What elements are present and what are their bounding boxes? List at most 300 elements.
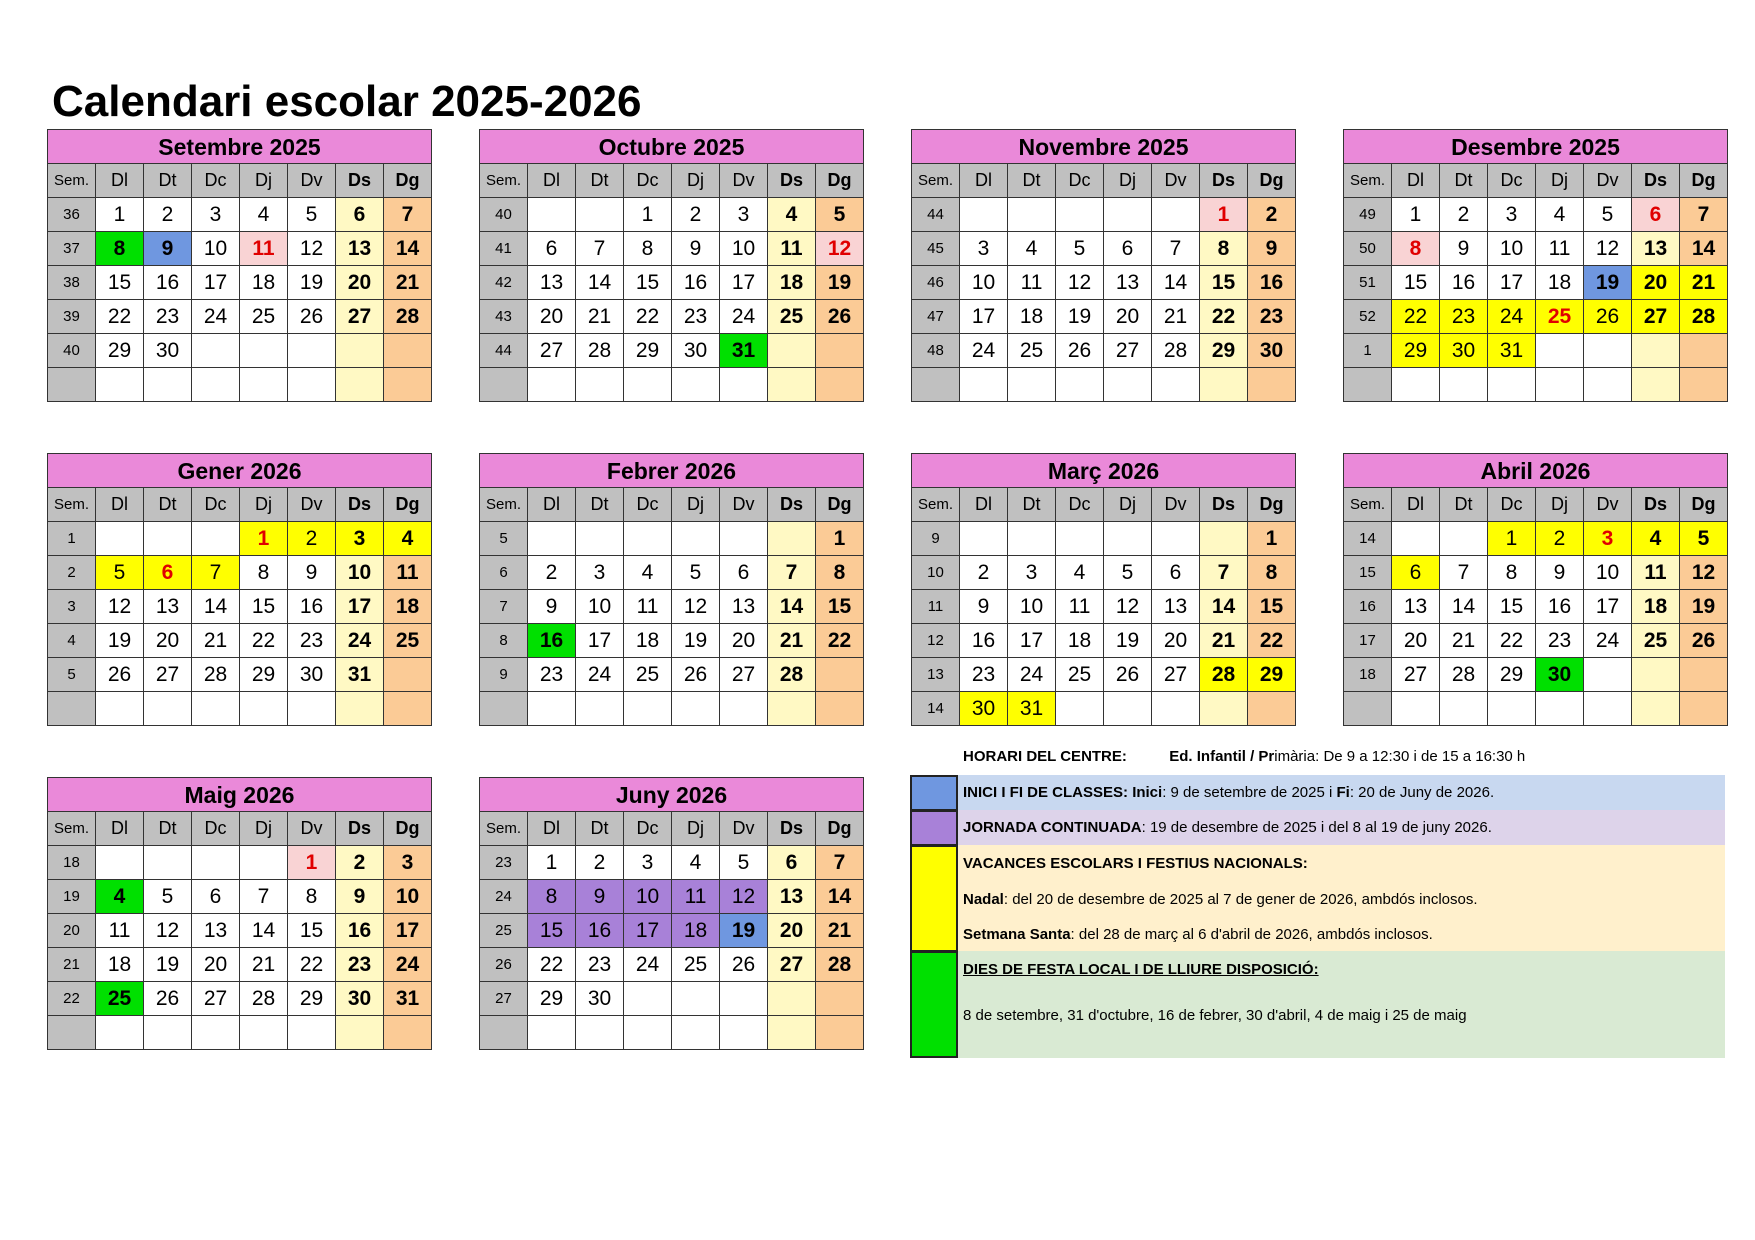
week-row [480, 658, 864, 692]
day-cell: 30 [144, 334, 192, 368]
month-title: Novembre 2025 [911, 129, 1296, 163]
day-cell: 15 [528, 914, 576, 948]
weekday-label: Dc [192, 812, 240, 846]
week-column-header: Sem. [48, 812, 96, 846]
week-column-header: Sem. [48, 488, 96, 522]
day-cell [528, 692, 576, 726]
day-cell: 3 [384, 846, 432, 880]
day-cell: 21 [384, 266, 432, 300]
day-cell: 29 [528, 982, 576, 1016]
week-row [480, 368, 864, 402]
weekday-label: Dl [96, 812, 144, 846]
day-cell [624, 522, 672, 556]
day-cell [1584, 658, 1632, 692]
week-row [48, 522, 432, 556]
month-calendar [911, 129, 1296, 402]
day-cell: 23 [1248, 300, 1296, 334]
week-row [480, 1016, 864, 1050]
day-cell: 5 [672, 556, 720, 590]
week-number: 6 [480, 556, 528, 590]
day-cell [240, 334, 288, 368]
day-cell [1104, 522, 1152, 556]
day-cell [1680, 368, 1728, 402]
day-cell: 20 [1104, 300, 1152, 334]
day-cell [528, 1016, 576, 1050]
day-cell: 21 [1440, 624, 1488, 658]
weekday-label: Ds [336, 812, 384, 846]
day-cell: 18 [624, 624, 672, 658]
day-cell: 25 [96, 982, 144, 1016]
day-cell: 5 [720, 846, 768, 880]
week-number: 3 [48, 590, 96, 624]
day-cell: 9 [1440, 232, 1488, 266]
day-cell: 28 [768, 658, 816, 692]
week-number: 39 [48, 300, 96, 334]
week-row [912, 658, 1296, 692]
day-cell: 13 [192, 914, 240, 948]
day-cell: 25 [240, 300, 288, 334]
day-cell: 19 [144, 948, 192, 982]
day-cell: 10 [1008, 590, 1056, 624]
day-cell: 1 [96, 198, 144, 232]
day-cell [96, 522, 144, 556]
month-table [479, 811, 864, 1050]
week-row [1344, 624, 1728, 658]
day-cell [1632, 692, 1680, 726]
week-column-header: Sem. [480, 812, 528, 846]
weekday-label: Dv [720, 812, 768, 846]
weekday-label: Ds [1632, 488, 1680, 522]
day-cell: 1 [1488, 522, 1536, 556]
day-cell: 7 [1440, 556, 1488, 590]
day-cell: 24 [624, 948, 672, 982]
day-cell: 14 [1152, 266, 1200, 300]
legend-swatch-blue [910, 775, 958, 811]
weekday-label: Dl [960, 164, 1008, 198]
day-cell [1104, 198, 1152, 232]
week-row [912, 368, 1296, 402]
day-cell [192, 1016, 240, 1050]
day-cell: 23 [288, 624, 336, 658]
day-cell: 10 [960, 266, 1008, 300]
day-cell [288, 368, 336, 402]
weekday-label: Dj [240, 164, 288, 198]
day-cell [1392, 522, 1440, 556]
week-row [48, 1016, 432, 1050]
legend-row-inici: INICI I FI DE CLASSES: Inici: 9 de setembre de 2025 i Fi: 20 de Juny de 2026. [910, 775, 1725, 810]
month-calendar [911, 453, 1296, 726]
day-cell: 19 [1104, 624, 1152, 658]
weekday-label: Ds [768, 812, 816, 846]
day-cell [288, 1016, 336, 1050]
day-cell: 7 [816, 846, 864, 880]
week-row [48, 266, 432, 300]
day-cell [144, 368, 192, 402]
day-cell: 14 [1440, 590, 1488, 624]
day-cell: 16 [1248, 266, 1296, 300]
day-cell: 6 [1152, 556, 1200, 590]
weekday-label: Dc [624, 164, 672, 198]
day-cell: 12 [288, 232, 336, 266]
day-cell [336, 368, 384, 402]
day-cell: 27 [1152, 658, 1200, 692]
day-cell: 4 [1632, 522, 1680, 556]
legend-festa-label: DIES DE FESTA LOCAL I DE LLIURE DISPOSICIÓ: [963, 961, 1319, 978]
day-cell: 22 [528, 948, 576, 982]
week-number [912, 368, 960, 402]
day-cell [576, 198, 624, 232]
weekday-label: Dj [240, 488, 288, 522]
weekday-header [1344, 164, 1728, 198]
day-cell [528, 368, 576, 402]
day-cell: 28 [384, 300, 432, 334]
weekday-header [480, 164, 864, 198]
day-cell: 2 [1440, 198, 1488, 232]
day-cell [336, 334, 384, 368]
legend-inici-label: INICI I FI DE CLASSES: [963, 784, 1129, 801]
day-cell: 27 [768, 948, 816, 982]
day-cell: 23 [528, 658, 576, 692]
day-cell: 22 [624, 300, 672, 334]
weekday-label: Dl [960, 488, 1008, 522]
day-cell [720, 522, 768, 556]
month-title: Gener 2026 [47, 453, 432, 487]
day-cell: 2 [576, 846, 624, 880]
day-cell: 5 [1584, 198, 1632, 232]
day-cell: 22 [240, 624, 288, 658]
day-cell [1392, 368, 1440, 402]
week-row [912, 266, 1296, 300]
day-cell: 8 [1200, 232, 1248, 266]
day-cell [624, 1016, 672, 1050]
week-number: 9 [912, 522, 960, 556]
weekday-label: Dc [624, 488, 672, 522]
day-cell: 10 [192, 232, 240, 266]
day-cell: 16 [336, 914, 384, 948]
week-row [912, 300, 1296, 334]
legend-swatch-green [910, 951, 958, 1058]
week-number: 5 [480, 522, 528, 556]
week-number: 38 [48, 266, 96, 300]
day-cell: 4 [240, 198, 288, 232]
week-number: 43 [480, 300, 528, 334]
week-number: 50 [1344, 232, 1392, 266]
weekday-label: Dv [288, 488, 336, 522]
legend-vacances-label: VACANCES ESCOLARS I FESTIUS NACIONALS: [963, 855, 1308, 872]
day-cell [576, 522, 624, 556]
day-cell: 26 [288, 300, 336, 334]
day-cell: 4 [1056, 556, 1104, 590]
day-cell [192, 368, 240, 402]
week-column-header: Sem. [1344, 488, 1392, 522]
day-cell: 3 [624, 846, 672, 880]
day-cell: 7 [240, 880, 288, 914]
day-cell [1200, 368, 1248, 402]
day-cell: 23 [960, 658, 1008, 692]
week-row [1344, 658, 1728, 692]
day-cell: 18 [240, 266, 288, 300]
day-cell [1200, 692, 1248, 726]
day-cell [576, 692, 624, 726]
day-cell [336, 1016, 384, 1050]
month-title: Març 2026 [911, 453, 1296, 487]
day-cell [1584, 368, 1632, 402]
week-number: 23 [480, 846, 528, 880]
day-cell [384, 368, 432, 402]
day-cell: 15 [1200, 266, 1248, 300]
day-cell: 15 [96, 266, 144, 300]
weekday-header [912, 164, 1296, 198]
day-cell: 19 [96, 624, 144, 658]
day-cell: 30 [576, 982, 624, 1016]
day-cell: 26 [816, 300, 864, 334]
day-cell: 1 [624, 198, 672, 232]
day-cell: 18 [384, 590, 432, 624]
day-cell: 31 [1488, 334, 1536, 368]
month-calendar [47, 453, 432, 726]
day-cell: 7 [384, 198, 432, 232]
week-number: 22 [48, 982, 96, 1016]
day-cell: 28 [192, 658, 240, 692]
day-cell: 18 [1008, 300, 1056, 334]
day-cell: 28 [1680, 300, 1728, 334]
day-cell [1488, 692, 1536, 726]
day-cell: 27 [1104, 334, 1152, 368]
day-cell: 5 [1680, 522, 1728, 556]
week-number [48, 692, 96, 726]
day-cell: 23 [336, 948, 384, 982]
day-cell: 30 [288, 658, 336, 692]
day-cell: 12 [96, 590, 144, 624]
week-number: 11 [912, 590, 960, 624]
legend [910, 775, 1725, 1065]
day-cell [576, 1016, 624, 1050]
week-row [480, 880, 864, 914]
month-table [911, 487, 1296, 726]
day-cell: 22 [1248, 624, 1296, 658]
weekday-label: Dg [1248, 488, 1296, 522]
day-cell: 25 [384, 624, 432, 658]
day-cell: 20 [192, 948, 240, 982]
legend-row-vacances: VACANCES ESCOLARS I FESTIUS NACIONALS: Nadal: del 20 de desembre de 2025 al 7 de gener de 2026, ambdós inclosos. Setmana Santa: del 28 de març al 6 d'abril de 2026, ambdós inclosos. [910, 845, 1725, 951]
week-number: 1 [1344, 334, 1392, 368]
week-number: 12 [912, 624, 960, 658]
day-cell [240, 692, 288, 726]
week-column-header: Sem. [912, 488, 960, 522]
day-cell [1104, 368, 1152, 402]
day-cell [576, 368, 624, 402]
day-cell [288, 334, 336, 368]
weekday-label: Dl [1392, 164, 1440, 198]
day-cell: 13 [144, 590, 192, 624]
day-cell [1008, 198, 1056, 232]
day-cell [720, 982, 768, 1016]
month-title: Setembre 2025 [47, 129, 432, 163]
day-cell: 1 [1248, 522, 1296, 556]
day-cell [1152, 692, 1200, 726]
day-cell: 11 [1536, 232, 1584, 266]
day-cell [816, 982, 864, 1016]
day-cell: 11 [1056, 590, 1104, 624]
day-cell [672, 522, 720, 556]
month-calendar [1343, 129, 1728, 402]
day-cell: 5 [816, 198, 864, 232]
week-number: 2 [48, 556, 96, 590]
weekday-label: Dv [1584, 488, 1632, 522]
day-cell: 11 [384, 556, 432, 590]
day-cell [192, 522, 240, 556]
day-cell: 15 [1392, 266, 1440, 300]
day-cell: 18 [1056, 624, 1104, 658]
day-cell: 3 [1008, 556, 1056, 590]
week-number: 27 [480, 982, 528, 1016]
day-cell: 6 [1392, 556, 1440, 590]
week-number: 9 [480, 658, 528, 692]
weekday-header [912, 488, 1296, 522]
weekday-label: Dv [1584, 164, 1632, 198]
week-number: 18 [1344, 658, 1392, 692]
day-cell: 11 [624, 590, 672, 624]
day-cell [768, 334, 816, 368]
day-cell: 12 [1584, 232, 1632, 266]
weekday-label: Dt [1440, 488, 1488, 522]
week-number: 40 [480, 198, 528, 232]
day-cell [1680, 692, 1728, 726]
month-calendar [47, 777, 432, 1050]
day-cell: 17 [1488, 266, 1536, 300]
weekday-label: Dt [576, 812, 624, 846]
day-cell: 16 [960, 624, 1008, 658]
week-row [1344, 522, 1728, 556]
week-row [912, 232, 1296, 266]
day-cell: 2 [1248, 198, 1296, 232]
weekday-label: Dl [528, 164, 576, 198]
day-cell: 19 [1584, 266, 1632, 300]
weekday-label: Dg [384, 164, 432, 198]
week-number: 14 [1344, 522, 1392, 556]
day-cell: 20 [1152, 624, 1200, 658]
day-cell [1632, 658, 1680, 692]
day-cell: 21 [240, 948, 288, 982]
day-cell: 31 [720, 334, 768, 368]
day-cell: 17 [960, 300, 1008, 334]
month-table [479, 487, 864, 726]
weekday-label: Dj [1104, 488, 1152, 522]
day-cell: 8 [1488, 556, 1536, 590]
day-cell: 27 [528, 334, 576, 368]
weekday-label: Dt [144, 812, 192, 846]
week-row [48, 658, 432, 692]
day-cell: 16 [672, 266, 720, 300]
week-number: 46 [912, 266, 960, 300]
weekday-header [48, 812, 432, 846]
day-cell: 2 [288, 522, 336, 556]
day-cell: 25 [624, 658, 672, 692]
day-cell: 26 [1584, 300, 1632, 334]
day-cell [1392, 692, 1440, 726]
week-row [1344, 590, 1728, 624]
day-cell: 9 [576, 880, 624, 914]
day-cell: 27 [1632, 300, 1680, 334]
page-title: Calendari escolar 2025-2026 [52, 77, 642, 126]
week-number: 21 [48, 948, 96, 982]
day-cell [1488, 368, 1536, 402]
day-cell [816, 334, 864, 368]
weekday-label: Dg [1248, 164, 1296, 198]
week-row [1344, 556, 1728, 590]
day-cell: 9 [336, 880, 384, 914]
day-cell [240, 1016, 288, 1050]
day-cell: 1 [1392, 198, 1440, 232]
day-cell: 24 [1584, 624, 1632, 658]
week-row [48, 846, 432, 880]
week-number: 41 [480, 232, 528, 266]
day-cell: 1 [288, 846, 336, 880]
day-cell: 28 [576, 334, 624, 368]
week-number: 42 [480, 266, 528, 300]
day-cell: 9 [1248, 232, 1296, 266]
day-cell: 26 [1104, 658, 1152, 692]
day-cell [1152, 522, 1200, 556]
day-cell: 5 [96, 556, 144, 590]
day-cell [624, 692, 672, 726]
week-number: 15 [1344, 556, 1392, 590]
day-cell [768, 522, 816, 556]
day-cell [1680, 658, 1728, 692]
day-cell [672, 692, 720, 726]
weekday-header [480, 488, 864, 522]
day-cell: 6 [144, 556, 192, 590]
day-cell: 4 [672, 846, 720, 880]
day-cell: 24 [192, 300, 240, 334]
day-cell: 11 [1632, 556, 1680, 590]
day-cell: 26 [96, 658, 144, 692]
day-cell: 23 [1440, 300, 1488, 334]
day-cell: 9 [960, 590, 1008, 624]
week-number: 17 [1344, 624, 1392, 658]
weekday-label: Dc [1488, 488, 1536, 522]
week-column-header: Sem. [912, 164, 960, 198]
weekday-label: Dv [720, 488, 768, 522]
week-number: 5 [48, 658, 96, 692]
day-cell: 8 [1392, 232, 1440, 266]
week-row [480, 982, 864, 1016]
month-calendar [1343, 453, 1728, 726]
school-hours [963, 748, 1525, 765]
week-number: 24 [480, 880, 528, 914]
day-cell [768, 1016, 816, 1050]
week-number: 18 [48, 846, 96, 880]
day-cell: 27 [144, 658, 192, 692]
day-cell: 30 [336, 982, 384, 1016]
day-cell: 15 [288, 914, 336, 948]
week-number: 44 [912, 198, 960, 232]
week-row [480, 334, 864, 368]
weekday-label: Dt [576, 488, 624, 522]
day-cell: 25 [1056, 658, 1104, 692]
day-cell: 17 [1008, 624, 1056, 658]
day-cell: 17 [1584, 590, 1632, 624]
month-table [47, 811, 432, 1050]
day-cell: 12 [144, 914, 192, 948]
day-cell [672, 982, 720, 1016]
day-cell [1440, 692, 1488, 726]
day-cell: 25 [672, 948, 720, 982]
day-cell [1008, 522, 1056, 556]
week-row [48, 692, 432, 726]
day-cell [720, 368, 768, 402]
day-cell: 29 [1248, 658, 1296, 692]
